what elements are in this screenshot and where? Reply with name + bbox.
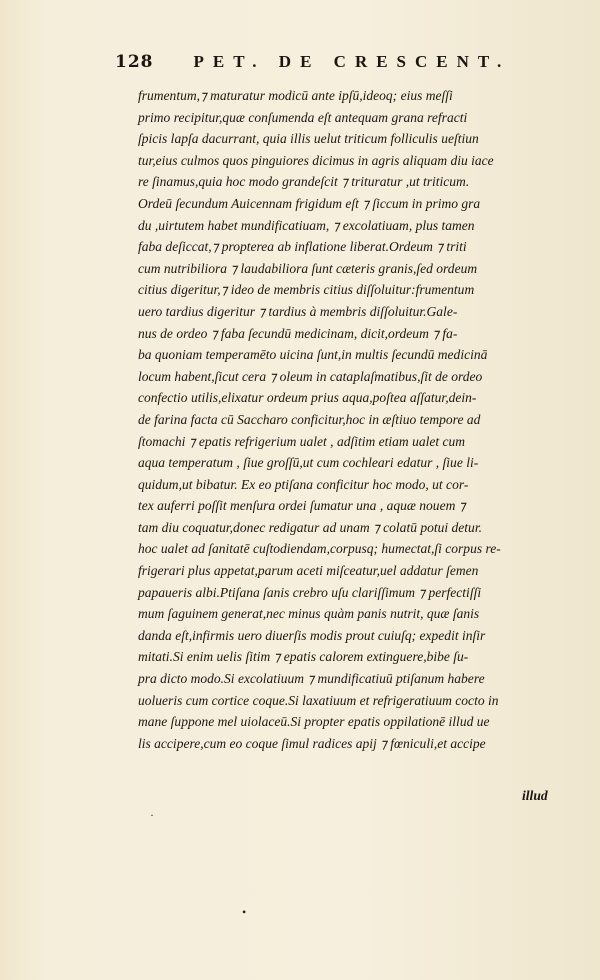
text-line: re ſinamus,quia hoc modo grandeſcit ⁊ trituratur ,ut triticum. [138,174,470,190]
text-line: du ,uirtutem habet mundificatiuam, ⁊ excolatiuam, plus tamen [138,217,475,233]
ink-speck: · [150,808,154,822]
text-line: tex auferri poſſit menſura ordei ſumatur una , aquæ nouem ⁊ [138,498,466,514]
text-line: locum habent,ſicut cera ⁊ oleum in cataplaſmatibus,ſit de ordeo [138,368,483,384]
text-line: mane ſuppone mel uiolaceū.Si propter epatis oppilationē illud ue [138,714,490,730]
text-line: danda eſt,infirmis uero diuerſis modis prout cuiuſq; expedit inſir [138,627,486,643]
text-line: ſpicis lapſa dacurrant, quia illis uelut triticum folliculis ueſtiun [138,131,479,147]
text-line: de farina facta cū Saccharo conficitur,hoc in æſtiuo tempore ad [138,411,481,427]
body-text [138,85,578,754]
text-line: mum ſaguinem generat,nec minus quàm panis nutrit, quæ ſanis [138,606,480,622]
text-line: hoc ualet ad ſanitatē cuſtodiendam,corpusq; humectat,ſi corpus re- [138,541,501,557]
text-line: frigerari plus appetat,parum aceti miſceatur,uel addatur ſemen [138,563,479,579]
text-line: lis accipere,cum eo coque ſimul radices apij ⁊ fœniculi,et accipe [138,735,486,751]
text-line: frumentum,⁊ maturatur modicū ante ipſū,ideoq; eius meſſi [138,88,453,103]
ink-speck: • [242,905,247,919]
text-line: uero tardius digeritur ⁊ tardius à membris diſſoluitur.Gale- [138,303,458,319]
text-line: papaueris albi.Ptiſana ſanis crebro uſu clariſſimum ⁊ perfectiſſi [138,584,482,600]
text-line: confectio utilis,elixatur ordeum prius aqua,poſtea aſſatur,dein- [138,390,477,406]
text-line: cum nutribiliora ⁊ laudabiliora ſunt cæteris granis,ſed ordeum [138,260,478,276]
catchword: illud [522,788,548,803]
text-line: aqua temperatum , ſiue groſſū,ut cum cochleari edatur , ſiue li- [138,455,479,471]
text-line: mitati.Si enim uelis ſitim ⁊ epatis calorem extinguere,bibe ſu- [138,649,469,665]
page-header [115,52,515,72]
text-line: Ordeū ſecundum Auicennam frigidum eſt ⁊ ſiccum in primo gra [138,195,481,211]
text-line: citius digeritur,⁊ ideo de membris citius diſſoluitur:frumentum [138,282,475,298]
page-number: 128 [115,52,154,72]
text-line: tam diu coquatur,donec redigatur ad unam ⁊ colatū potui detur. [138,519,482,535]
text-line: faba deſiccat,⁊ propterea ab inflatione liberat.Ordeum ⁊ triti [138,239,467,255]
text-line: primo recipitur,quæ conſumenda eſt antequam grana refracti [138,109,468,125]
text-line: nus de ordeo ⁊ faba ſecundū medicinam, dicit,ordeum ⁊ fa- [138,325,458,341]
text-line: quidum,ut bibatur. Ex eo ptiſana conficitur hoc modo, ut cor- [138,476,469,492]
text-line: tur,eius culmos quos pinguiores dicimus in agris aliquam diu iace [138,152,494,168]
text-line: ſtomachi ⁊ epatis refrigerium ualet , adſitim etiam ualet cum [138,433,466,449]
running-head: PET. DE CRESCENT. [193,52,511,71]
text-line: ba quoniam temperamēto uicina ſunt,in multis ſecundū medicinā [138,347,488,363]
text-line: pra dicto modo.Si excolatiuum ⁊ mundificatiuū ptiſanum habere [138,671,485,687]
text-line: uolueris cum cortice coque.Si laxatiuum et refrigeratiuum cocto in [138,692,499,708]
